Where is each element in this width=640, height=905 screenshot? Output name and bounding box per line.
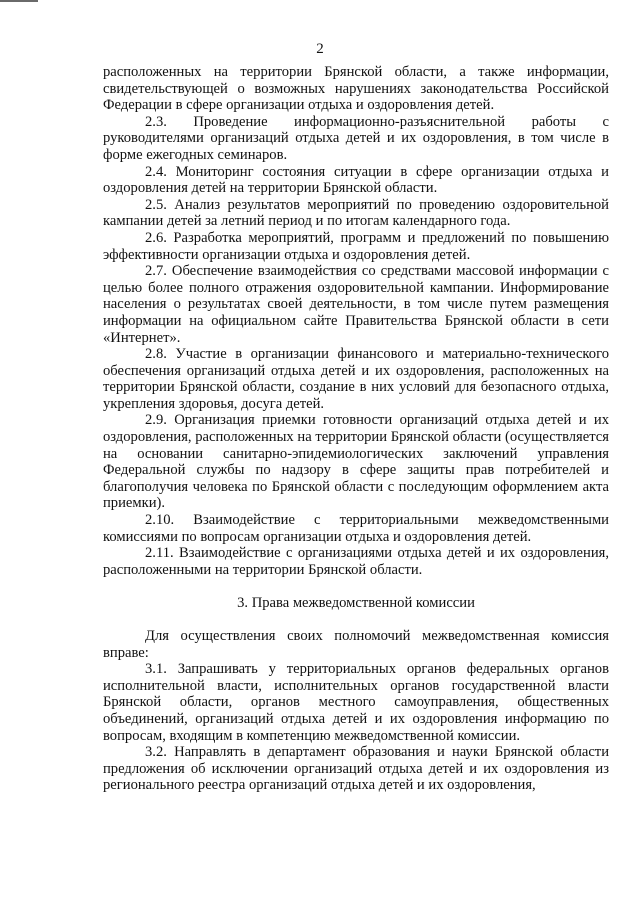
paragraph-2-5: 2.5. Анализ результатов мероприятий по проведению оздоровительной кампании детей за летний период и по итогам календарного года. (103, 196, 609, 230)
paragraph-intro: Для осуществления своих полномочий межведомственная комиссия вправе: (103, 628, 609, 661)
paragraph-2-4: 2.4. Мониторинг состояния ситуации в сфере организации отдыха и оздоровления детей на территории Брянской области. (103, 163, 609, 197)
paragraph-2-8: 2.8. Участие в организации финансового и материально-технического обеспечения организаций отдыха детей и их оздоровления, расположенных на территории Брянской области, создание в них условий для безопасного отдыха, укрепления здоровья, досуга детей. (103, 346, 609, 412)
paragraph-3-1: 3.1. Запрашивать у территориальных органов федеральных органов исполнительной власти, исполнительных органов государственной власти Брянской области, органов местного самоуправления, общественных объединений, организаций отдыха детей и их оздоровления информацию по вопросам, входящим в компетенцию межведомственной комиссии. (103, 661, 609, 744)
paragraph-2-10: 2.10. Взаимодействие с территориальными межведомственными комиссиями по вопросам организации отдыха и оздоровления детей. (103, 512, 609, 545)
page-number: 2 (316, 41, 324, 57)
paragraph-2-7: 2.7. Обеспечение взаимодействия со средствами массовой информации с целью более полного отражения оздоровительной кампании. Информирование населения о результатах своей деятельности, в том числе путем размещения информации на официальном сайте Правительства Брянской области в сети «Интернет». (103, 263, 609, 346)
paragraph-continuation: расположенных на территории Брянской области, а также информации, свидетельствующей о возможных нарушениях законодательства Российской Федерации в сфере организации отдыха и оздоровления детей. (103, 64, 609, 114)
document-body (103, 64, 609, 794)
section-heading: 3. Права межведомственной комиссии (237, 595, 475, 612)
paragraph-2-9: 2.9. Организация приемки готовности организаций отдыха детей и их оздоровления, расположенных на территории Брянской области (осуществляется на основании санитарно-эпидемиологических заключений управления Федеральной службы по надзору в сфере защиты прав потребителей и благополучия человека по Брянской области с последующим оформлением акта приемки). (103, 412, 609, 512)
paragraph-3-2: 3.2. Направлять в департамент образования и науки Брянской области предложения об исключении организаций отдыха детей и их оздоровления из регионального реестра организаций отдыха детей и их оздоровления, (103, 744, 609, 794)
paragraph-2-6: 2.6. Разработка мероприятий, программ и предложений по повышению эффективности организации отдыха и оздоровления детей. (103, 229, 609, 263)
paragraph-2-3: 2.3. Проведение информационно-разъяснительной работы с руководителями организаций отдыха детей и их оздоровления, в том числе в форме ежегодных семинаров. (103, 113, 609, 163)
scan-edge-mark (0, 0, 38, 2)
paragraph-2-11: 2.11. Взаимодействие с организациями отдыха детей и их оздоровления, расположенными на территории Брянской области. (103, 545, 609, 578)
